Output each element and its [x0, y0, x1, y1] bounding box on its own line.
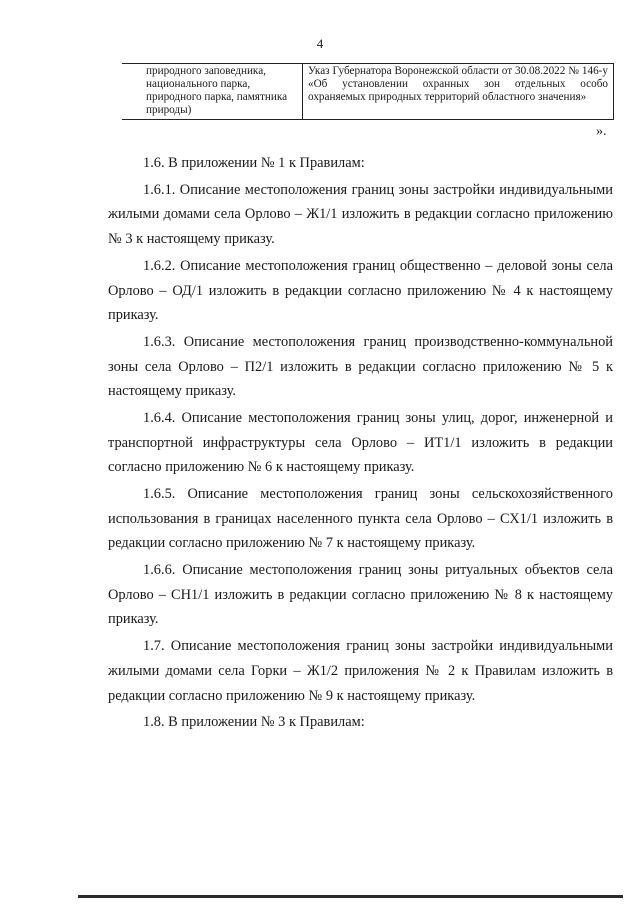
- paragraph-1-6: 1.6. В приложении № 1 к Правилам:: [143, 155, 365, 171]
- paragraph-1-8: 1.8. В приложении № 3 к Правилам:: [143, 714, 365, 731]
- paragraph-1-6-1: 1.6.1. Описание местоположения границ зоны застройки индивидуальными жилыми домами села Орлово – Ж1/1 изложить в редакции согласно приложению № 3 к настоящему приказу.: [108, 181, 613, 248]
- bottom-rule: [78, 895, 623, 898]
- table-fragment: [122, 63, 614, 120]
- paragraph-1-6-2: 1.6.2. Описание местоположения границ общественно – деловой зоны села Орлово – ОД/1 изложить в редакции согласно приложению № 4 к настоящему приказу.: [108, 257, 613, 324]
- table-cell-document: Указ Губернатора Воронежской области от 30.08.2022 № 146-у «Об установлении охранных зон отдельных особо охраняемых природных территорий областного значения»: [303, 64, 614, 120]
- paragraph-1-6-4: 1.6.4. Описание местоположения границ зоны улиц, дорог, инженерной и транспортной инфраструктуры села Орлово – ИТ1/1 изложить в редакции согласно приложению № 6 к настоящему приказу.: [108, 410, 613, 476]
- closing-quote: ».: [596, 124, 607, 139]
- table-row: [122, 64, 614, 120]
- page-number: 4: [316, 36, 324, 51]
- paragraph-1-6-3: 1.6.3. Описание местоположения границ производственно-коммунальной зоны села Орлово – П2/1 изложить в редакции согласно приложению № 5 к настоящему приказу.: [108, 334, 613, 400]
- body-text: [108, 151, 613, 737]
- paragraph-1-6-6: 1.6.6. Описание местоположения границ зоны ритуальных объектов села Орлово – СН1/1 изложить в редакции согласно приложению № 8 к настоящему приказу.: [108, 562, 613, 628]
- paragraph-1-7: 1.7. Описание местоположения границ зоны застройки индивидуальными жилыми домами села Горки – Ж1/2 приложения № 2 к Правилам изложить в редакции согласно приложению № 9 к настоящему приказу.: [108, 638, 613, 704]
- table-cell-object: природного заповедника, национального парка, природного парка, памятника природы): [122, 64, 303, 120]
- paragraph-1-6-5: 1.6.5. Описание местоположения границ зоны сельскохозяйственного использования в границах населенного пункта села Орлово – СХ1/1 изложить в редакции согласно приложению № 7 к настоящему приказу.: [108, 486, 613, 552]
